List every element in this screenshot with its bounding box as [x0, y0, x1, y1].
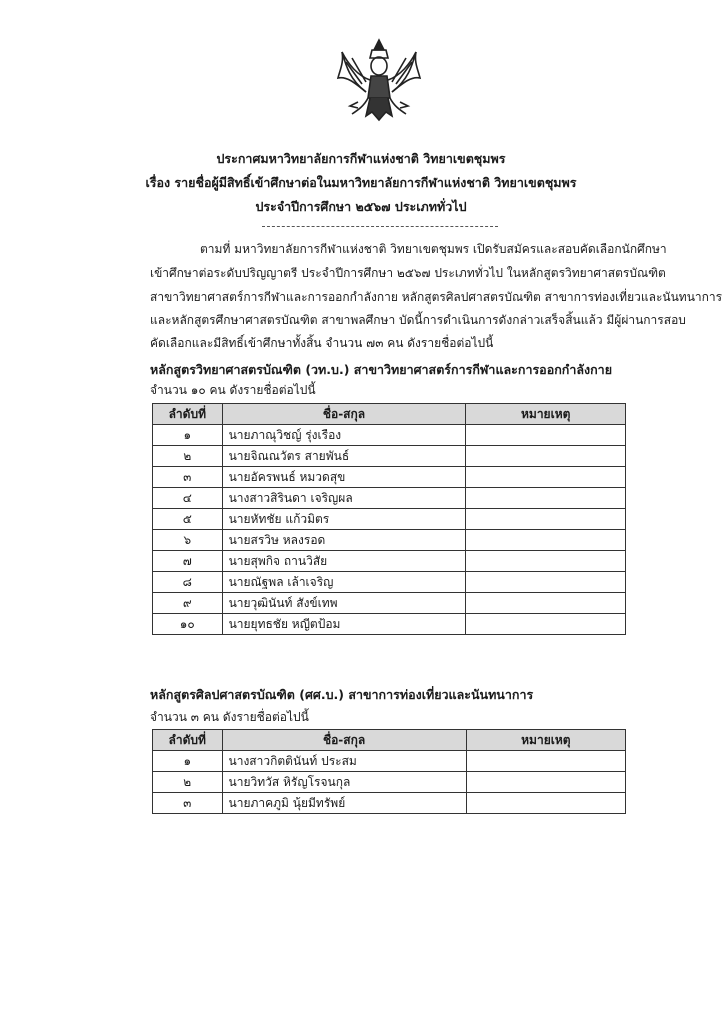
row-number: ๒ [153, 772, 223, 793]
row-name: นายภาคภูมิ นุ้ยมีทรัพย์ [222, 793, 466, 814]
table-row [153, 509, 626, 530]
intro-line-3: สาขาวิทยาศาสตร์การกีฬาและการออกกำลังกาย หลักสูตรศิลปศาสตรบัณฑิต สาขาการท่องเที่ยวและนันทนาการ [150, 290, 722, 304]
table-row [153, 488, 626, 509]
row-number: ๑ [153, 751, 223, 772]
row-note [466, 446, 626, 467]
row-number: ๒ [153, 446, 223, 467]
table-header-row [153, 730, 626, 751]
dashed-divider [262, 226, 498, 227]
row-note [466, 509, 626, 530]
table-row [153, 572, 626, 593]
table-row [153, 551, 626, 572]
row-note [466, 488, 626, 509]
col-header-order: ลำดับที่ [153, 404, 223, 425]
row-note [466, 751, 625, 772]
section-title-sports-science: หลักสูตรวิทยาศาสตรบัณฑิต (วท.บ.) สาขาวิทยาศาสตร์การกีฬาและการออกกำลังกาย [150, 362, 613, 377]
row-number: ๓ [153, 793, 223, 814]
section-count-sports-science: จำนวน ๑๐ คน ดังรายชื่อต่อไปนี้ [150, 383, 316, 397]
row-note [466, 793, 625, 814]
row-note [466, 593, 626, 614]
row-name: นายหัทชัย แก้วมิตร [222, 509, 466, 530]
row-name: นายจิณณวัตร สายพันธ์ [222, 446, 466, 467]
intro-line-4: และหลักสูตรศึกษาศาสตรบัณฑิต สาขาพลศึกษา บัดนี้การดำเนินการดังกล่าวเสร็จสิ้นแล้ว มีผู้ผ่านการสอบ [150, 313, 686, 327]
row-name: นายสุพกิจ ถานวิสัย [222, 551, 466, 572]
col-header-name: ชื่อ-สกุล [222, 404, 466, 425]
table-row [153, 614, 626, 635]
row-name: นายณัฐพล เล้าเจริญ [222, 572, 466, 593]
row-name: นายสรวิษ หลงรอด [222, 530, 466, 551]
col-header-order: ลำดับที่ [153, 730, 223, 751]
row-number: ๓ [153, 467, 223, 488]
col-header-name: ชื่อ-สกุล [222, 730, 466, 751]
row-note [466, 572, 626, 593]
table-header-row [153, 404, 626, 425]
row-name: นางสาวกิตตินันท์ ประสม [222, 751, 466, 772]
roster-table-sports-science [152, 403, 626, 635]
announcement-title: ประกาศมหาวิทยาลัยการกีฬาแห่งชาติ วิทยาเขตชุมพร [216, 151, 506, 166]
table-row [153, 446, 626, 467]
row-name: นายอัครพนธ์ หมวดสุข [222, 467, 466, 488]
row-number: ๘ [153, 572, 223, 593]
table-row [153, 751, 626, 772]
row-number: ๙ [153, 593, 223, 614]
row-note [466, 530, 626, 551]
table-row [153, 793, 626, 814]
col-header-note: หมายเหตุ [466, 730, 625, 751]
row-name: นางสาวสิรินดา เจริญผล [222, 488, 466, 509]
row-name: นายยุทธชัย หญีตป้อม [222, 614, 466, 635]
row-name: นายวิทวัส หิรัญโรจนกุล [222, 772, 466, 793]
row-number: ๑๐ [153, 614, 223, 635]
intro-line-5: คัดเลือกและมีสิทธิ์เข้าศึกษาทั้งสิ้น จำนวน ๗๓ คน ดังรายชื่อต่อไปนี้ [150, 336, 494, 350]
intro-line-1: ตามที่ มหาวิทยาลัยการกีฬาแห่งชาติ วิทยาเขตชุมพร เปิดรับสมัครและสอบคัดเลือกนักศึกษา [200, 242, 667, 256]
announcement-subject: เรื่อง รายชื่อผู้มีสิทธิ์เข้าศึกษาต่อในมหาวิทยาลัยการกีฬาแห่งชาติ วิทยาเขตชุมพร [145, 175, 577, 190]
table-row [153, 467, 626, 488]
col-header-note: หมายเหตุ [466, 404, 626, 425]
row-note [466, 551, 626, 572]
row-number: ๖ [153, 530, 223, 551]
section-count-tourism: จำนวน ๓ คน ดังรายชื่อต่อไปนี้ [150, 710, 309, 724]
section-title-tourism: หลักสูตรศิลปศาสตรบัณฑิต (ศศ.บ.) สาขาการท่องเที่ยวและนันทนาการ [150, 687, 534, 702]
row-number: ๕ [153, 509, 223, 530]
row-number: ๑ [153, 425, 223, 446]
table-row [153, 425, 626, 446]
garuda-emblem-icon [336, 36, 422, 124]
roster-table-tourism [152, 729, 626, 814]
row-note [466, 772, 625, 793]
row-name: นายภาณุวิชญ์ รุ่งเรือง [222, 425, 466, 446]
announcement-year: ประจำปีการศึกษา ๒๕๖๗ ประเภททั่วไป [255, 199, 467, 214]
row-number: ๗ [153, 551, 223, 572]
row-name: นายวุฒินันท์ สังข์เทพ [222, 593, 466, 614]
table-row [153, 772, 626, 793]
intro-line-2: เข้าศึกษาต่อระดับปริญญาตรี ประจำปีการศึกษา ๒๕๖๗ ประเภททั่วไป ในหลักสูตรวิทยาศาสตรบัณฑิต [150, 266, 666, 280]
table-row [153, 530, 626, 551]
row-note [466, 425, 626, 446]
row-number: ๔ [153, 488, 223, 509]
row-note [466, 467, 626, 488]
row-note [466, 614, 626, 635]
table-row [153, 593, 626, 614]
